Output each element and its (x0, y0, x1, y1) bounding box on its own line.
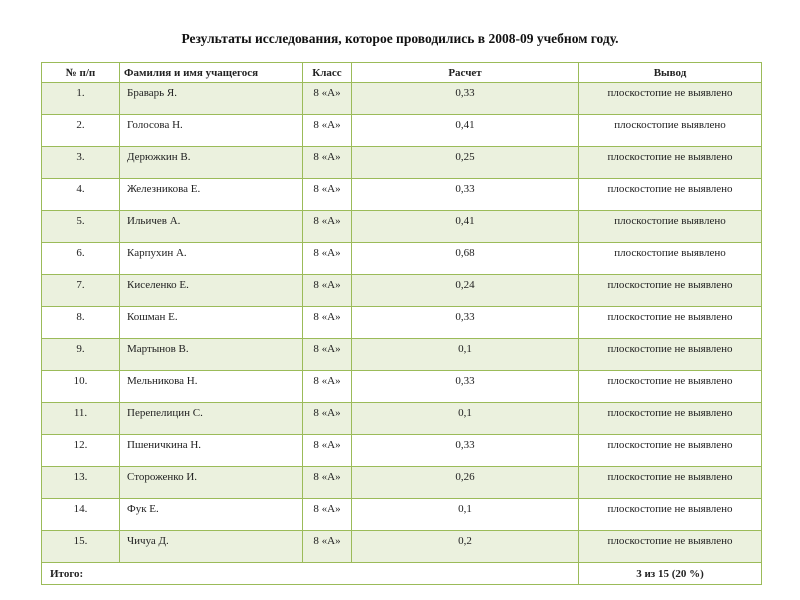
cell-calc: 0,41 (352, 115, 579, 147)
cell-name: Кошман Е. (120, 307, 303, 339)
column-header-class: Класс (303, 63, 352, 83)
cell-calc: 0,33 (352, 307, 579, 339)
cell-name: Мельникова Н. (120, 371, 303, 403)
page-title: Результаты исследования, которое проводились в 2008-09 учебном году. (181, 31, 619, 46)
total-row (42, 563, 762, 585)
cell-calc: 0,33 (352, 83, 579, 115)
table-row (42, 179, 762, 211)
table-row (42, 371, 762, 403)
table-header-row (42, 63, 762, 83)
cell-class: 8 «А» (303, 275, 352, 307)
cell-num: 3. (42, 147, 120, 179)
cell-name: Ильичев А. (120, 211, 303, 243)
cell-num: 8. (42, 307, 120, 339)
table-row (42, 339, 762, 371)
cell-calc: 0,41 (352, 211, 579, 243)
total-value: 3 из 15 (20 %) (579, 563, 762, 585)
cell-class: 8 «А» (303, 499, 352, 531)
cell-result: плоскостопие не выявлено (579, 307, 762, 339)
cell-name: Дерюжкин В. (120, 147, 303, 179)
cell-num: 15. (42, 531, 120, 563)
cell-result: плоскостопие не выявлено (579, 467, 762, 499)
table-row (42, 499, 762, 531)
cell-calc: 0,25 (352, 147, 579, 179)
table-row (42, 115, 762, 147)
cell-name: Мартынов В. (120, 339, 303, 371)
cell-result: плоскостопие не выявлено (579, 275, 762, 307)
table-row (42, 307, 762, 339)
cell-result: плоскостопие выявлено (579, 211, 762, 243)
cell-calc: 0,2 (352, 531, 579, 563)
cell-name: Перепелицин С. (120, 403, 303, 435)
cell-result: плоскостопие не выявлено (579, 179, 762, 211)
table-row (42, 275, 762, 307)
cell-class: 8 «А» (303, 371, 352, 403)
cell-name: Фук Е. (120, 499, 303, 531)
cell-name: Стороженко И. (120, 467, 303, 499)
cell-result: плоскостопие не выявлено (579, 83, 762, 115)
cell-num: 12. (42, 435, 120, 467)
results-table (41, 62, 762, 585)
cell-result: плоскостопие не выявлено (579, 371, 762, 403)
cell-num: 7. (42, 275, 120, 307)
cell-class: 8 «А» (303, 179, 352, 211)
cell-num: 1. (42, 83, 120, 115)
cell-result: плоскостопие не выявлено (579, 499, 762, 531)
cell-calc: 0,33 (352, 179, 579, 211)
cell-num: 2. (42, 115, 120, 147)
table-row (42, 83, 762, 115)
cell-class: 8 «А» (303, 403, 352, 435)
cell-result: плоскостопие не выявлено (579, 339, 762, 371)
cell-name: Карпухин А. (120, 243, 303, 275)
cell-result: плоскостопие не выявлено (579, 147, 762, 179)
column-header-result: Вывод (579, 63, 762, 83)
cell-class: 8 «А» (303, 115, 352, 147)
cell-class: 8 «А» (303, 339, 352, 371)
cell-calc: 0,33 (352, 435, 579, 467)
table-body (42, 83, 762, 563)
table-row (42, 211, 762, 243)
table-row (42, 243, 762, 275)
cell-result: плоскостопие выявлено (579, 243, 762, 275)
cell-num: 14. (42, 499, 120, 531)
cell-name: Голосова Н. (120, 115, 303, 147)
cell-num: 13. (42, 467, 120, 499)
cell-result: плоскостопие не выявлено (579, 531, 762, 563)
cell-num: 10. (42, 371, 120, 403)
cell-class: 8 «А» (303, 435, 352, 467)
table-row (42, 403, 762, 435)
cell-class: 8 «А» (303, 83, 352, 115)
cell-num: 4. (42, 179, 120, 211)
column-header-name: Фамилия и имя учащегося (120, 63, 303, 83)
cell-name: Чичуа Д. (120, 531, 303, 563)
cell-class: 8 «А» (303, 147, 352, 179)
cell-name: Браварь Я. (120, 83, 303, 115)
cell-calc: 0,1 (352, 339, 579, 371)
cell-class: 8 «А» (303, 243, 352, 275)
cell-calc: 0,1 (352, 499, 579, 531)
cell-num: 6. (42, 243, 120, 275)
cell-class: 8 «А» (303, 211, 352, 243)
cell-calc: 0,33 (352, 371, 579, 403)
cell-calc: 0,68 (352, 243, 579, 275)
column-header-calc: Расчет (352, 63, 579, 83)
cell-num: 11. (42, 403, 120, 435)
cell-calc: 0,1 (352, 403, 579, 435)
cell-name: Киселенко Е. (120, 275, 303, 307)
cell-result: плоскостопие не выявлено (579, 403, 762, 435)
cell-calc: 0,26 (352, 467, 579, 499)
cell-name: Железникова Е. (120, 179, 303, 211)
cell-num: 5. (42, 211, 120, 243)
cell-num: 9. (42, 339, 120, 371)
table-row (42, 531, 762, 563)
table-row (42, 147, 762, 179)
cell-class: 8 «А» (303, 531, 352, 563)
total-label: Итого: (42, 563, 579, 585)
table-row (42, 435, 762, 467)
cell-result: плоскостопие выявлено (579, 115, 762, 147)
cell-result: плоскостопие не выявлено (579, 435, 762, 467)
table-row (42, 467, 762, 499)
cell-name: Пшеничкина Н. (120, 435, 303, 467)
cell-calc: 0,24 (352, 275, 579, 307)
cell-class: 8 «А» (303, 467, 352, 499)
cell-class: 8 «А» (303, 307, 352, 339)
column-header-num: № п/п (42, 63, 120, 83)
